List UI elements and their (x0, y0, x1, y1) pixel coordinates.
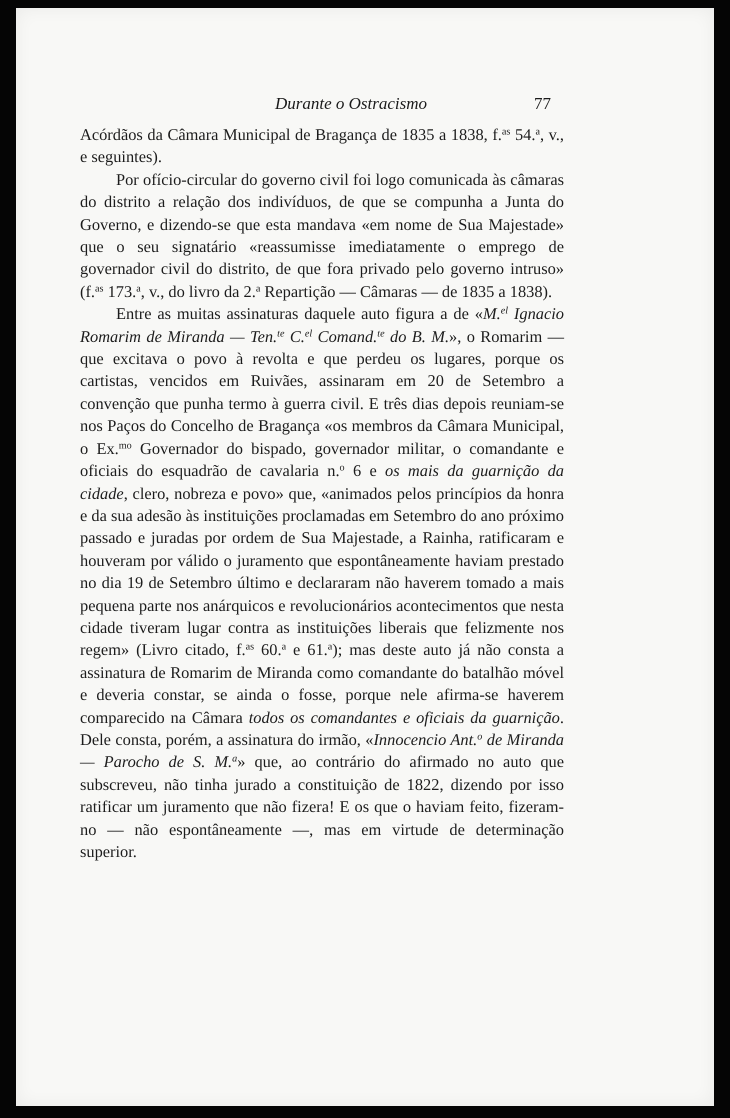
page-header (16, 94, 714, 118)
superscript: a (281, 641, 287, 653)
text-segment: M. (482, 304, 501, 324)
text-segment: e 61. (286, 640, 328, 660)
superscript: te (277, 328, 285, 340)
superscript: as (501, 126, 511, 138)
book-page (16, 8, 714, 1106)
text-segment: Acórdãos da Câmara Municipal de Bragança de 1835 a 1838, f. (80, 125, 502, 144)
text-segment: , v., e seguintes). (80, 125, 565, 167)
page-number: 77 (534, 94, 551, 113)
text-segment: do B. M. (384, 326, 450, 346)
text-segment: . Dele consta, porém, a assinatura do irmão, « (80, 707, 564, 749)
text-segment: », o Romarim — que excitava o povo à revolta e que perdeu os lugares, porque os cartistas, vencidos em Ruivães, assinaram em 20 de Setembro a convenção que punha termo à guerra civil. E três dias depois reuniam-se nos Paços do Concelho de Bragança «os membros da Câmara Municipal, o Ex. (80, 326, 564, 458)
paragraph-1 (80, 124, 564, 169)
superscript: te (377, 328, 385, 340)
superscript: el (500, 305, 509, 317)
running-title: Durante o Ostracismo (274, 94, 428, 113)
text-segment: ); mas deste auto já não consta a assinatura de Romarim de Miranda como comandante do batalhão móvel e deveria constar, se ainda o fosse, porque nele afirma-se haverem comparecido na Câmara (80, 640, 565, 727)
superscript: as (95, 283, 104, 295)
text-segment: Governador do bispado, governador militar, o comandante e oficiais do esquadrão de cavalaria n. (80, 438, 564, 481)
text-segment: » que, ao contrário do afirmado no auto que subscreveu, não tinha jurado a constituição de 1822, dizendo por isso ratificar um juramento que não fizera! E os que o haviam feito, fizeram-no — não espontâneamente —, mas em virtude de determinação superior. (80, 752, 564, 861)
italic-phrase: todos os comandantes e oficiais da guarnição (248, 707, 560, 727)
text-segment: de Miranda — Parocho de S. M. (80, 729, 564, 772)
paragraph-3 (80, 303, 564, 863)
body-text (80, 124, 564, 863)
text-segment: 54. (510, 125, 536, 144)
superscript: a (535, 126, 540, 138)
text-segment: Por ofício-circular do governo civil foi logo comunicada às câmaras do distrito a relação dos indivíduos, de que se compunha a Junta do Governo, e dizendo-se que esta mandava «em nome de Sua Majestade» que o seu signatário «reassumisse imediatamente o emprego de governador civil do distrito, de que fora privado pelo governo intruso» (f. (80, 169, 564, 301)
text-segment: Comand. (312, 326, 378, 346)
superscript: mo (118, 440, 132, 452)
text-segment: 6 e (344, 461, 386, 481)
text-segment: 60. (254, 640, 282, 660)
superscript: o (477, 731, 483, 743)
text-segment: Innocencio Ant. (373, 729, 478, 749)
text-segment: Repartição — Câmaras — de 1835 a 1838). (260, 281, 553, 301)
superscript: o (339, 462, 345, 474)
text-segment: C. (284, 326, 305, 346)
paragraph-2 (80, 169, 564, 303)
superscript: a (327, 641, 333, 653)
italic-phrase: os mais da guarnição da cidade (80, 461, 565, 503)
text-segment: Ignacio Romarim de Miranda — Ten. (80, 304, 564, 346)
text-segment: , v., do livro da 2. (140, 281, 256, 301)
superscript: a (136, 283, 141, 295)
text-segment: Entre as muitas assinaturas daquele auto figura a de « (116, 304, 483, 324)
superscript: as (245, 641, 255, 653)
superscript: a (232, 753, 238, 765)
text-segment: , clero, nobreza e povo» que, «animados pelos princípios da honra e da sua adesão às instituições proclamadas em Setembro do ano próximo passado e juradas por ordem de Sua Majestade, a Rainha, ratificaram e houveram por válido o juramento que espontâneamente haviam prestado no dia 19 de Setembro último e declararam não haverem tomado a mais pequena parte nos anárquicos e revolucionários acontecimentos que nesta cidade tiveram lugar contra as instituições liberais que felizmente nos regem» (Livro citado, f. (80, 483, 564, 660)
superscript: el (304, 328, 313, 340)
superscript: a (255, 283, 261, 295)
text-segment: 173. (103, 281, 137, 301)
